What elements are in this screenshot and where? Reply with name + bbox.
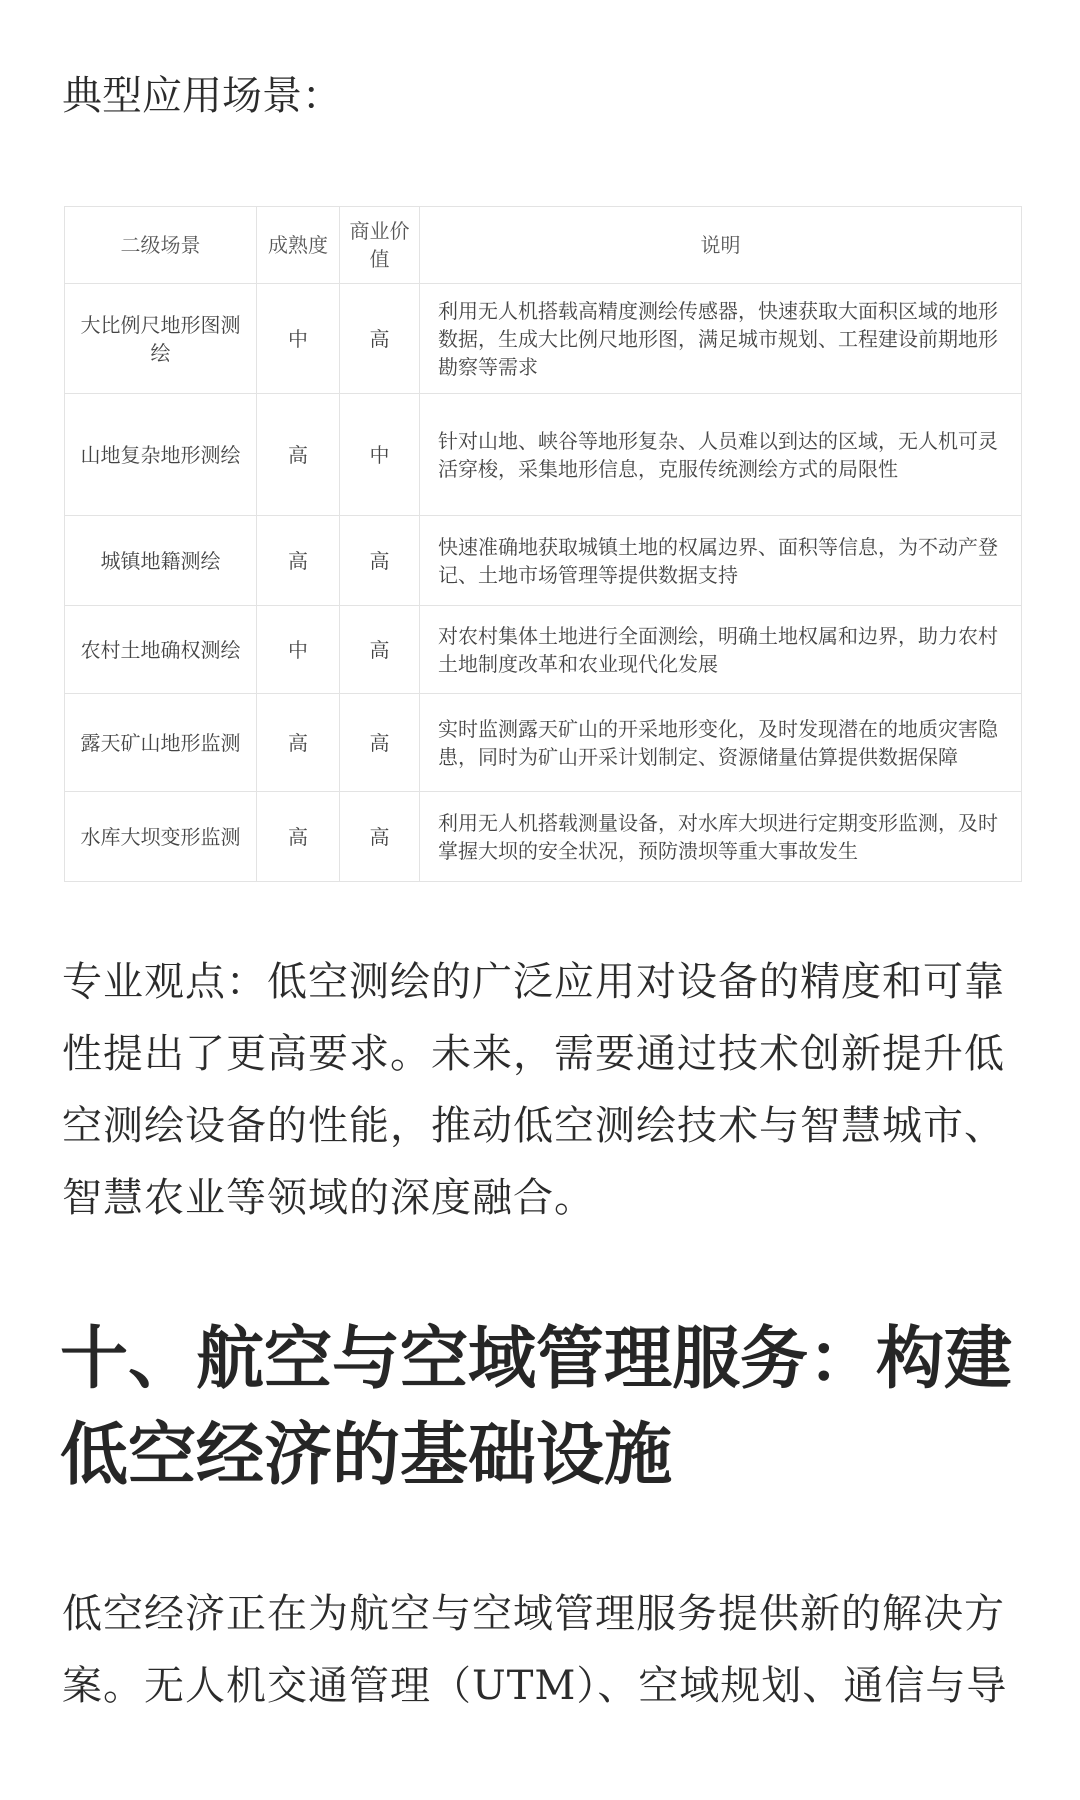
- cell-maturity: 中: [257, 284, 340, 394]
- cell-scene: 农村土地确权测绘: [65, 606, 257, 694]
- cell-scene: 大比例尺地形图测绘: [65, 284, 257, 394]
- table-row: [65, 284, 1022, 394]
- intro-text: 典型应用场景：: [62, 73, 342, 119]
- cell-value: 高: [340, 606, 420, 694]
- cell-maturity: 高: [257, 394, 340, 516]
- table-header-row: [65, 207, 1022, 284]
- cell-value: 高: [340, 516, 420, 606]
- table-row: [65, 394, 1022, 516]
- cell-desc: 快速准确地获取城镇土地的权属边界、面积等信息，为不动产登记、土地市场管理等提供数据支持: [420, 516, 1022, 606]
- section-heading: 十、航空与空域管理服务：构建低空经济的基础设施: [60, 1320, 1013, 1495]
- cell-scene: 山地复杂地形测绘: [65, 394, 257, 516]
- cell-value: 高: [340, 694, 420, 792]
- header-scene: 二级场景: [65, 207, 257, 284]
- cell-desc: 针对山地、峡谷等地形复杂、人员难以到达的区域，无人机可灵活穿梭，采集地形信息，克服传统测绘方式的局限性: [420, 394, 1022, 516]
- cell-desc: 利用无人机搭载高精度测绘传感器，快速获取大面积区域的地形数据，生成大比例尺地形图，满足城市规划、工程建设前期地形勘察等需求: [420, 284, 1022, 394]
- header-desc: 说明: [420, 207, 1022, 284]
- header-maturity: 成熟度: [257, 207, 340, 284]
- scenario-table: [64, 206, 1022, 882]
- cell-maturity: 中: [257, 606, 340, 694]
- cell-desc: 实时监测露天矿山的开采地形变化，及时发现潜在的地质灾害隐患，同时为矿山开采计划制定、资源储量估算提供数据保障: [420, 694, 1022, 792]
- cell-maturity: 高: [257, 516, 340, 606]
- header-value: 商业价值: [340, 207, 420, 284]
- table-row: [65, 516, 1022, 606]
- cell-scene: 城镇地籍测绘: [65, 516, 257, 606]
- cell-value: 高: [340, 792, 420, 882]
- table-row: [65, 792, 1022, 882]
- cell-scene: 露天矿山地形监测: [65, 694, 257, 792]
- cell-maturity: 高: [257, 792, 340, 882]
- cell-maturity: 高: [257, 694, 340, 792]
- cell-desc: 利用无人机搭载测量设备，对水库大坝进行定期变形监测，及时掌握大坝的安全状况，预防溃坝等重大事故发生: [420, 792, 1022, 882]
- cell-value: 中: [340, 394, 420, 516]
- cell-scene: 水库大坝变形监测: [65, 792, 257, 882]
- table-row: [65, 694, 1022, 792]
- expert-opinion-paragraph: 专业观点：低空测绘的广泛应用对设备的精度和可靠性提出了更高要求。未来，需要通过技术创新提升低空测绘设备的性能，推动低空测绘技术与智慧城市、智慧农业等领域的深度融合。: [62, 959, 1005, 1221]
- cell-value: 高: [340, 284, 420, 394]
- body-paragraph: 低空经济正在为航空与空域管理服务提供新的解决方案。无人机交通管理（UTM）、空域规划、通信与导: [62, 1591, 1008, 1709]
- cell-desc: 对农村集体土地进行全面测绘，明确土地权属和边界，助力农村土地制度改革和农业现代化发展: [420, 606, 1022, 694]
- table-row: [65, 606, 1022, 694]
